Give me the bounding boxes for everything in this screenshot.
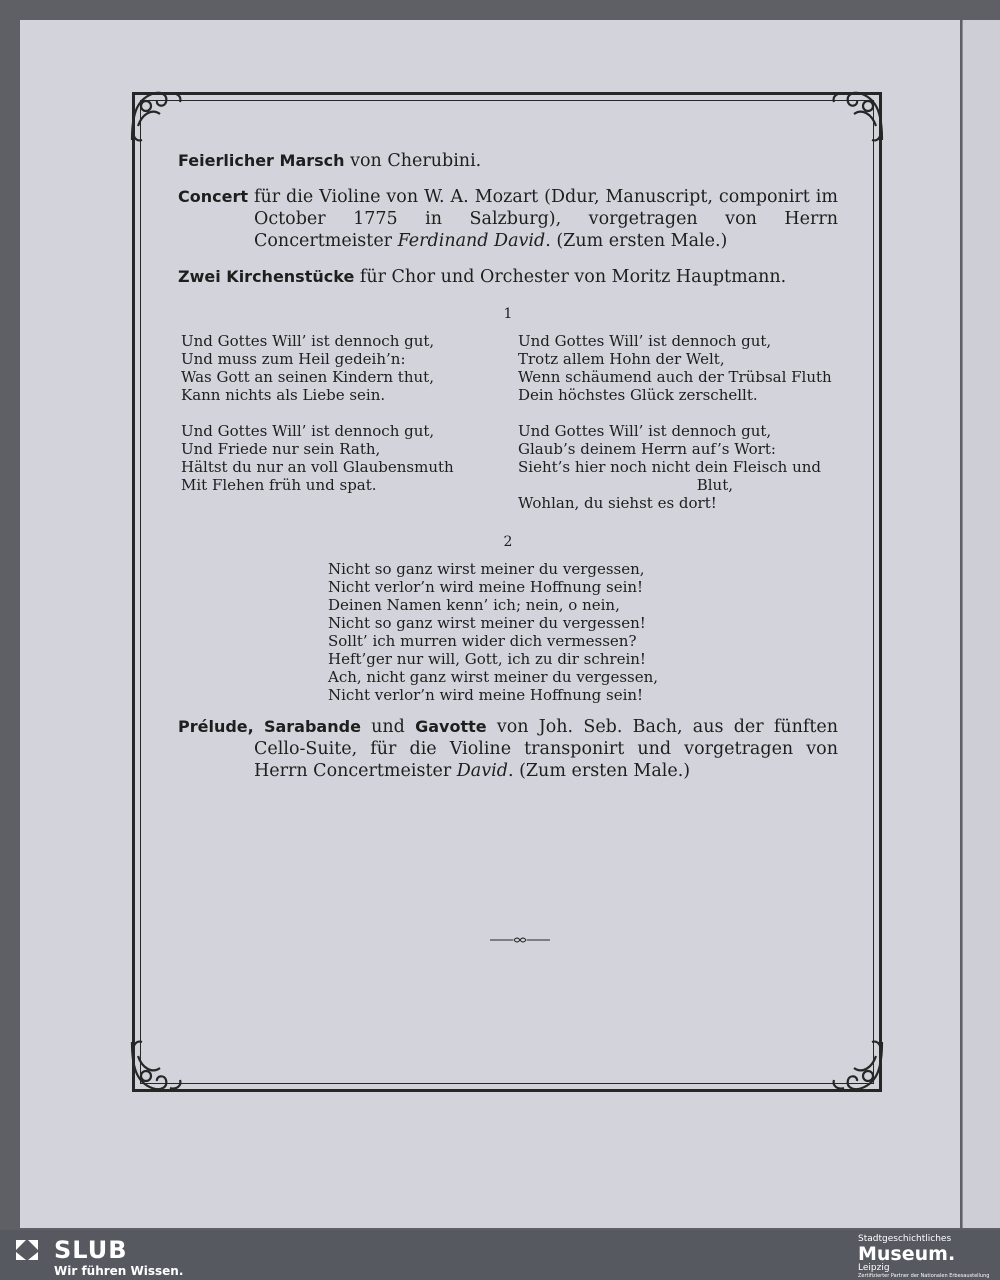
adjacent-page-edge: [962, 20, 1000, 1228]
piece-note: . (Zum ersten Male.): [545, 231, 728, 251]
verse-line: Mit Flehen früh und spat.: [181, 476, 377, 494]
verse-line: Ach, nicht ganz wirst meiner du vergessen,: [328, 668, 659, 686]
ornamental-divider-icon: [490, 930, 550, 940]
section-number: 1: [503, 306, 513, 322]
verse-line: Und Gottes Will’ ist dennoch gut,: [518, 422, 772, 440]
title-separator: ,: [247, 717, 264, 736]
piece-description: von Joh. Seb. Bach, aus der fünften Cello-Suite, für die Violine transponirt und vorgetragen von Herrn Concertmeister: [254, 717, 839, 781]
corner-ornament-icon: [828, 1036, 888, 1096]
corner-ornament-icon: [126, 1036, 186, 1096]
program-item-church-pieces: [178, 266, 838, 288]
verse-line: Und Friede nur sein Rath,: [181, 440, 381, 458]
verse-line: Und Gottes Will’ ist dennoch gut,: [181, 422, 435, 440]
verse-line: Deinen Namen kenn’ ich; nein, o nein,: [328, 596, 620, 614]
verse-line: Sollt’ ich murren wider dich vermessen?: [328, 632, 637, 650]
slub-logo-icon: [14, 1238, 40, 1262]
corner-ornament-icon: [828, 86, 888, 146]
piece-description: von Cherubini.: [344, 151, 482, 171]
verse-line: Heft’ger nur will, Gott, ich zu dir schrein!: [328, 650, 646, 668]
hymn-text-1: [178, 332, 838, 530]
verse-line: Und Gottes Will’ ist dennoch gut,: [181, 332, 435, 350]
stanza: [518, 332, 838, 404]
verse-line: Was Gott an seinen Kindern thut,: [181, 368, 434, 386]
verse-line: Nicht verlor’n wird meine Hoffnung sein!: [328, 578, 644, 596]
piece-description: für Chor und Orchester von Moritz Hauptmann.: [354, 267, 787, 287]
verse-line: Kann nichts als Liebe sein.: [181, 386, 386, 404]
piece-title: Zwei Kirchenstücke: [178, 267, 355, 286]
verse-line: Und muss zum Heil gedeih’n:: [181, 350, 406, 368]
performer-name: David: [456, 761, 508, 781]
verse-line: Blut,: [696, 476, 733, 494]
verse-line: Nicht so ganz wirst meiner du vergessen,: [328, 560, 645, 578]
museum-partner-note: Zertifizierter Partner der Nationalen Erbesaustellung: [858, 1273, 990, 1279]
piece-title: Prélude: [178, 717, 248, 736]
verse-line: Nicht verlor’n wird meine Hoffnung sein!: [328, 686, 644, 704]
right-column: [518, 332, 838, 530]
performer-name: Ferdinand David: [397, 231, 546, 251]
piece-title: Sarabande: [263, 717, 361, 736]
library-name[interactable]: SLUB: [54, 1236, 128, 1264]
stanza: [518, 422, 838, 512]
verse-line: Und Gottes Will’ ist dennoch gut,: [518, 332, 772, 350]
verse-line: Sieht’s hier noch nicht dein Fleisch und: [518, 458, 822, 476]
verse-line: Dein höchstes Glück zerschellt.: [518, 386, 758, 404]
museum-logo[interactable]: [858, 1234, 988, 1279]
museum-city: Leipzig: [858, 1263, 890, 1273]
viewer-footer: [0, 1230, 1000, 1280]
verse-line: Wenn schäumend auch der Trübsal Fluth: [518, 368, 832, 386]
left-column: [178, 332, 501, 530]
piece-title: Gavotte: [415, 717, 487, 736]
piece-title: Concert: [178, 187, 248, 206]
hymn-text-2: [328, 560, 838, 704]
verse-line: Trotz allem Hohn der Welt,: [518, 350, 725, 368]
stanza: [181, 422, 501, 494]
stanza: [181, 332, 501, 404]
program-item-bach: [178, 716, 838, 782]
museum-subtitle: Stadtgeschichtliches: [858, 1234, 952, 1244]
piece-title: Feierlicher Marsch: [178, 151, 345, 170]
library-tagline: Wir führen Wissen.: [54, 1264, 184, 1278]
verse-line: Glaub’s deinem Herrn auf’s Wort:: [518, 440, 776, 458]
section-number: 2: [503, 534, 513, 550]
museum-name: Museum.: [858, 1243, 956, 1265]
corner-ornament-icon: [126, 86, 186, 146]
verse-line: Nicht so ganz wirst meiner du vergessen!: [328, 614, 646, 632]
program-content: [178, 150, 838, 796]
piece-note: . (Zum ersten Male.): [507, 761, 691, 781]
title-separator: und: [360, 717, 416, 737]
verse-line: Hältst du nur an voll Glaubensmuth: [181, 458, 454, 476]
piece-description: für die Violine von W. A. Mozart (Ddur, Manuscript, componirt im October 1775 in Salzburg), vorgetragen von Herrn Concertmeister: [248, 187, 838, 251]
verse-line: Wohlan, du siehst es dort!: [518, 494, 717, 512]
program-item-march: [178, 150, 838, 172]
program-item-concert: [178, 186, 838, 252]
